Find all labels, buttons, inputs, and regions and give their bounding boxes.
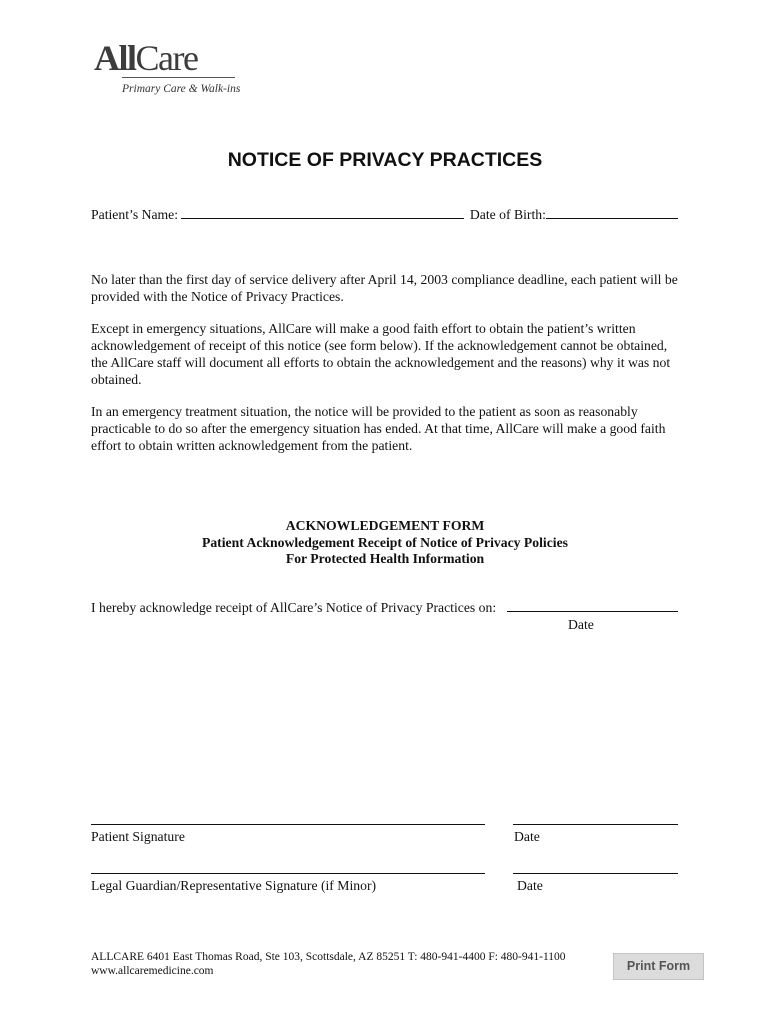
- patient-date-line[interactable]: [513, 824, 678, 825]
- ack-subheading-2: For Protected Health Information: [285, 551, 485, 566]
- ack-statement: I hereby acknowledge receipt of AllCare’s Notice of Privacy Practices on:: [91, 600, 497, 615]
- logo-name-care: Care: [135, 38, 198, 78]
- patient-name-label: Patient’s Name:: [91, 207, 179, 222]
- footer-address: ALLCARE 6401 East Thomas Road, Ste 103, Scottsdale, AZ 85251 T: 480-941-4400 F: 480-941-1100: [91, 951, 566, 963]
- logo-divider: [122, 77, 235, 78]
- ack-date-field[interactable]: [507, 611, 678, 612]
- guardian-signature-line[interactable]: [91, 873, 485, 874]
- ack-date-caption: Date: [568, 617, 594, 632]
- footer-website: www.allcaremedicine.com: [91, 965, 214, 977]
- paragraph-3: In an emergency treatment situation, the notice will be provided to the patient as soon as reasonably practicable to do so after the emergency situation has ended. At that time, AllCare will make a good faith effort to obtain written acknowledgement from the patient.: [91, 404, 666, 453]
- patient-name-field[interactable]: [181, 205, 464, 219]
- paragraph-1: No later than the first day of service delivery after April 14, 2003 compliance deadline, each patient will be provided with the Notice of Privacy Practices.: [91, 272, 678, 304]
- guardian-date-line[interactable]: [513, 873, 678, 874]
- allcare-logo: [94, 38, 241, 95]
- footer: [91, 950, 566, 978]
- guardian-date-label: Date: [517, 878, 543, 893]
- patient-signature-line[interactable]: [91, 824, 485, 825]
- ack-subheading-1: Patient Acknowledgement Receipt of Notice of Privacy Policies: [201, 535, 569, 550]
- logo-wordmark: [94, 40, 197, 76]
- patient-date-label: Date: [514, 829, 540, 844]
- guardian-signature-label: Legal Guardian/Representative Signature (if Minor): [91, 878, 377, 893]
- page-title: NOTICE OF PRIVACY PRACTICES: [227, 149, 543, 171]
- logo-tagline: Primary Care & Walk-ins: [122, 83, 241, 95]
- paragraph-2: Except in emergency situations, AllCare will make a good faith effort to obtain the patient’s written acknowledgement of receipt of this notice (see form below). If the acknowledgement cannot be obtained, the AllCare staff will document all efforts to obtain the acknowledgement and the reasons) why it was not obtained.: [91, 321, 671, 387]
- ack-heading: ACKNOWLEDGEMENT FORM: [285, 518, 485, 533]
- logo-name-all: All: [94, 38, 136, 78]
- ack-statement-row: [91, 599, 496, 616]
- patient-signature-label: Patient Signature: [91, 829, 185, 844]
- dob-label: Date of Birth:: [469, 207, 546, 222]
- print-form-button[interactable]: Print Form: [613, 953, 704, 980]
- dob-field[interactable]: [546, 205, 678, 219]
- patient-info-row: [91, 205, 678, 223]
